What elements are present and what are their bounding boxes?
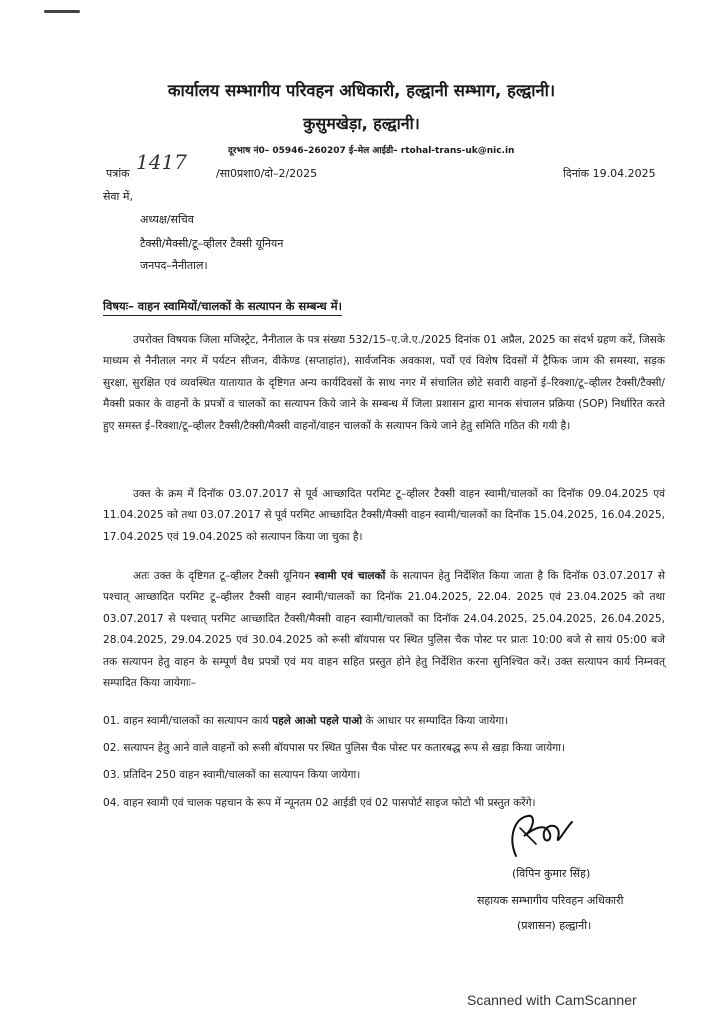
- para3-text: के सत्यापन हेतु निर्देशित किया जाता है कि दिनॉक 03.07.2017 से पश्चात् आच्छादित परमिट टू–व्हीलर टैक्सी वाहन स्वामी/चालकों का दिनॉक 21.04.2025, 22.04. 2025 एवं 23.04.2025 को तथा 03.07.2017 से पश्चात् परमिट आच्छादित टैक्सी/मैक्सी वाहन स्वामी/चालकों का दिनॉक 24.04.2025, 25.04.2025, 26.04.2025, 28.04.2025, 29.04.2025 एवं 30.04.2025 को रूसी बॉयपास पर स्थित पुलिस चैक पोस्ट पर प्रातः 10:00 बजे से सायं 05:00 बजे तक सत्यापन हेतु वाहन के सम्पूर्ण वैध प्रपत्रों एवं मय वाहन सहित प्रस्तुत होने हेतु निर्देशित करना सुनिश्चित करें। उक्त सत्यापन कार्य निम्नवत् सम्पादित किया जायेगाः–: [103, 570, 666, 690]
- letter-date: दिनांक 19.04.2025: [563, 167, 656, 180]
- subject-line: विषयः– वाहन स्वामियों/चालकों के सत्यापन के सम्बन्ध में।: [103, 299, 342, 316]
- office-subtitle: कुसुमखेड़ा, हल्द्वानी।: [303, 114, 420, 133]
- signatory-designation: सहायक सम्भागीय परिवहन अधिकारी: [477, 894, 624, 907]
- body-paragraph-2: उक्त के क्रम में दिनॉक 03.07.2017 से पूर्व आच्छादित परमिट टू–व्हीलर टैक्सी वाहन स्वामी/चालकों का दिनॉक 09.04.2025 एवं 11.04.2025 को तथा 03.07.2017 से पूर्व परमिट आच्छादित टैक्सी/मैक्सी वाहन स्वामी/चालकों का दिनॉक 15.04.2025, 16.04.2025, 17.04.2025 एवं 19.04.2025 को सत्यापन किया जा चुका है।: [103, 488, 665, 543]
- letter-number: 1417: [136, 150, 187, 174]
- list-item: 01. वाहन स्वामी/चालकों का सत्यापन कार्य पहले आओ पहले पाओ के आधार पर सम्पादित किया जायेगा।: [103, 715, 509, 727]
- list-item: 03. प्रतिदिन 250 वाहन स्वामी/चालकों का सत्यापन किया जायेगा।: [103, 769, 361, 781]
- patrank-label: पत्रांक: [106, 167, 130, 180]
- body-paragraph-1: उपरोक्त विषयक जिला मजिस्ट्रेट, नैनीताल के पत्र संख्या 532/15–ए.जे.ए./2025 दिनांक 01 अप्रैल, 2025 का संदर्भ ग्रहण करें, जिसके माध्यम से नैनीताल नगर में पर्यटन सीजन, वीकेण्ड (सप्ताहांत), सार्वजनिक अवकाश, पर्वो एवं विशेष दिवसों में ट्रैफिक जाम की समस्या, सड़क सुरक्षा, सुरक्षित एवं व्यवस्थित यातायात के दृष्टिगत अन्य कार्यदिवसों के साथ नगर में संचालित छोटे सवारी वाहनों ई–रिक्शा/टू–व्हीलर टैक्सी/टैक्सी/मैक्सी प्रकार के वाहनों के प्रपत्रों व चालकों का सत्यापन किये जाने के सम्बन्ध में जिला प्रशासन द्वारा मानक संचालन प्रक्रिया (SOP) निर्धारित करते हुए समस्त ई–रिक्शा/टू–व्हीलर टैक्सी/टैक्सी/मैक्सी वाहनों/वाहन चालकों के सत्यापन किये जाने हेतु समिति गठित की गयी है।: [103, 334, 665, 432]
- signatory-name: (विपिन कुमार सिंह): [512, 867, 591, 880]
- emphasis-text: पहले आओ पहले पाओ: [272, 715, 363, 727]
- scan-mark: [44, 10, 80, 13]
- office-title: कार्यालय सम्भागीय परिवहन अधिकारी, हल्द्वानी सम्भाग, हल्द्वानी।: [167, 81, 556, 100]
- handwritten-signature: [506, 808, 576, 864]
- list-item: 04. वाहन स्वामी एवं चालक पहचान के रूप में न्यूनतम 02 आईडी एवं 02 पासपोर्ट साइज फोटो भी प्रस्तुत करेंगे।: [103, 797, 536, 809]
- list-item: 02. सत्यापन हेतु आने वाले वाहनों को रूसी बॉयपास पर स्थित पुलिस चैक पोस्ट पर कतारबद्ध रूप से खड़ा किया जायेगा।: [103, 742, 565, 754]
- salutation: सेवा में,: [103, 190, 133, 203]
- scanner-watermark: Scanned with CamScanner: [467, 992, 637, 1008]
- letter-code: /सा0प्रशा0/दो–2/2025: [216, 167, 318, 180]
- contact-line: दूरभाष नं0– 05946–260207 ई–मेल आईडी– rtohal-trans-uk@nic.in: [228, 146, 515, 156]
- para3-emphasis: स्वामी एवं चालकों: [314, 570, 386, 582]
- recipient-line: अध्यक्ष/सचिव: [140, 213, 194, 226]
- recipient-line: टैक्सी/मैक्सी/टू–व्हीलर टैक्सी यूनियन: [140, 237, 284, 250]
- signatory-office: (प्रशासन) हल्द्वानी।: [517, 919, 592, 932]
- recipient-line: जनपद–नैनीताल।: [140, 259, 208, 272]
- para3-text: अतः उक्त के दृष्टिगत टू–व्हीलर टैक्सी यूनियन: [133, 570, 315, 582]
- body-paragraph-3: [103, 566, 665, 694]
